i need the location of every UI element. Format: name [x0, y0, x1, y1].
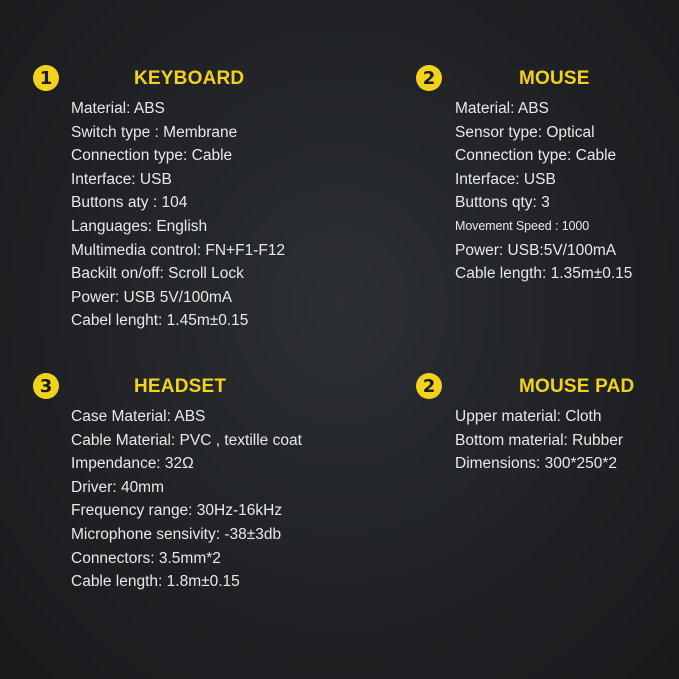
spec-line: Power: USB:5V/100mA [455, 241, 617, 259]
spec-line: Interface: USB [455, 170, 556, 188]
spec-line: Buttons qty: 3 [455, 194, 550, 212]
section-title: MOUSE [519, 68, 590, 89]
number-badge: 2 [416, 65, 442, 91]
spec-line: Cable length: 1.35m±0.15 [455, 265, 633, 283]
spec-line: Upper material: Cloth [455, 408, 602, 425]
spec-line: Case Material: ABS [71, 408, 206, 425]
spec-line: Sensor type: Optical [455, 123, 595, 141]
spec-line: Languages: English [71, 217, 208, 235]
number-badge: 3 [33, 373, 59, 399]
spec-line: Interface: USB [71, 170, 172, 188]
spec-line: Bottom material: Rubber [455, 431, 623, 449]
spec-line: Cable Material: PVC , textille coat [71, 431, 302, 449]
spec-line: Switch type : Membrane [71, 123, 238, 141]
spec-line: Material: ABS [455, 100, 549, 117]
spec-line: Connection type: Cable [71, 147, 233, 165]
spec-line: Dimensions: 300*250*2 [455, 455, 617, 473]
spec-line: Frequency range: 30Hz-16kHz [71, 502, 283, 520]
section-title: HEADSET [134, 376, 227, 397]
spec-line: Backilt on/off: Scroll Lock [71, 265, 244, 283]
spec-line: Impendance: 32Ω [71, 455, 194, 473]
spec-line: Cabel lenght: 1.45m±0.15 [71, 312, 249, 330]
spec-line: Movement Speed : 1000 [455, 218, 590, 233]
spec-line: Material: ABS [71, 100, 165, 117]
section-title: KEYBOARD [134, 68, 245, 89]
spec-line: Connectors: 3.5mm*2 [71, 549, 221, 567]
number-badge: 2 [416, 373, 442, 399]
spec-line: Power: USB 5V/100mA [71, 288, 233, 306]
section-title: MOUSE PAD [519, 376, 635, 397]
spec-line: Multimedia control: FN+F1-F12 [71, 241, 286, 259]
spec-line: Connection type: Cable [455, 147, 617, 165]
spec-line: Buttons aty : 104 [71, 194, 188, 212]
number-badge: 1 [33, 65, 59, 91]
spec-line: Driver: 40mm [71, 478, 165, 496]
spec-line: Microphone sensivity: -38±3db [71, 525, 282, 543]
spec-line: Cable length: 1.8m±0.15 [71, 573, 240, 591]
